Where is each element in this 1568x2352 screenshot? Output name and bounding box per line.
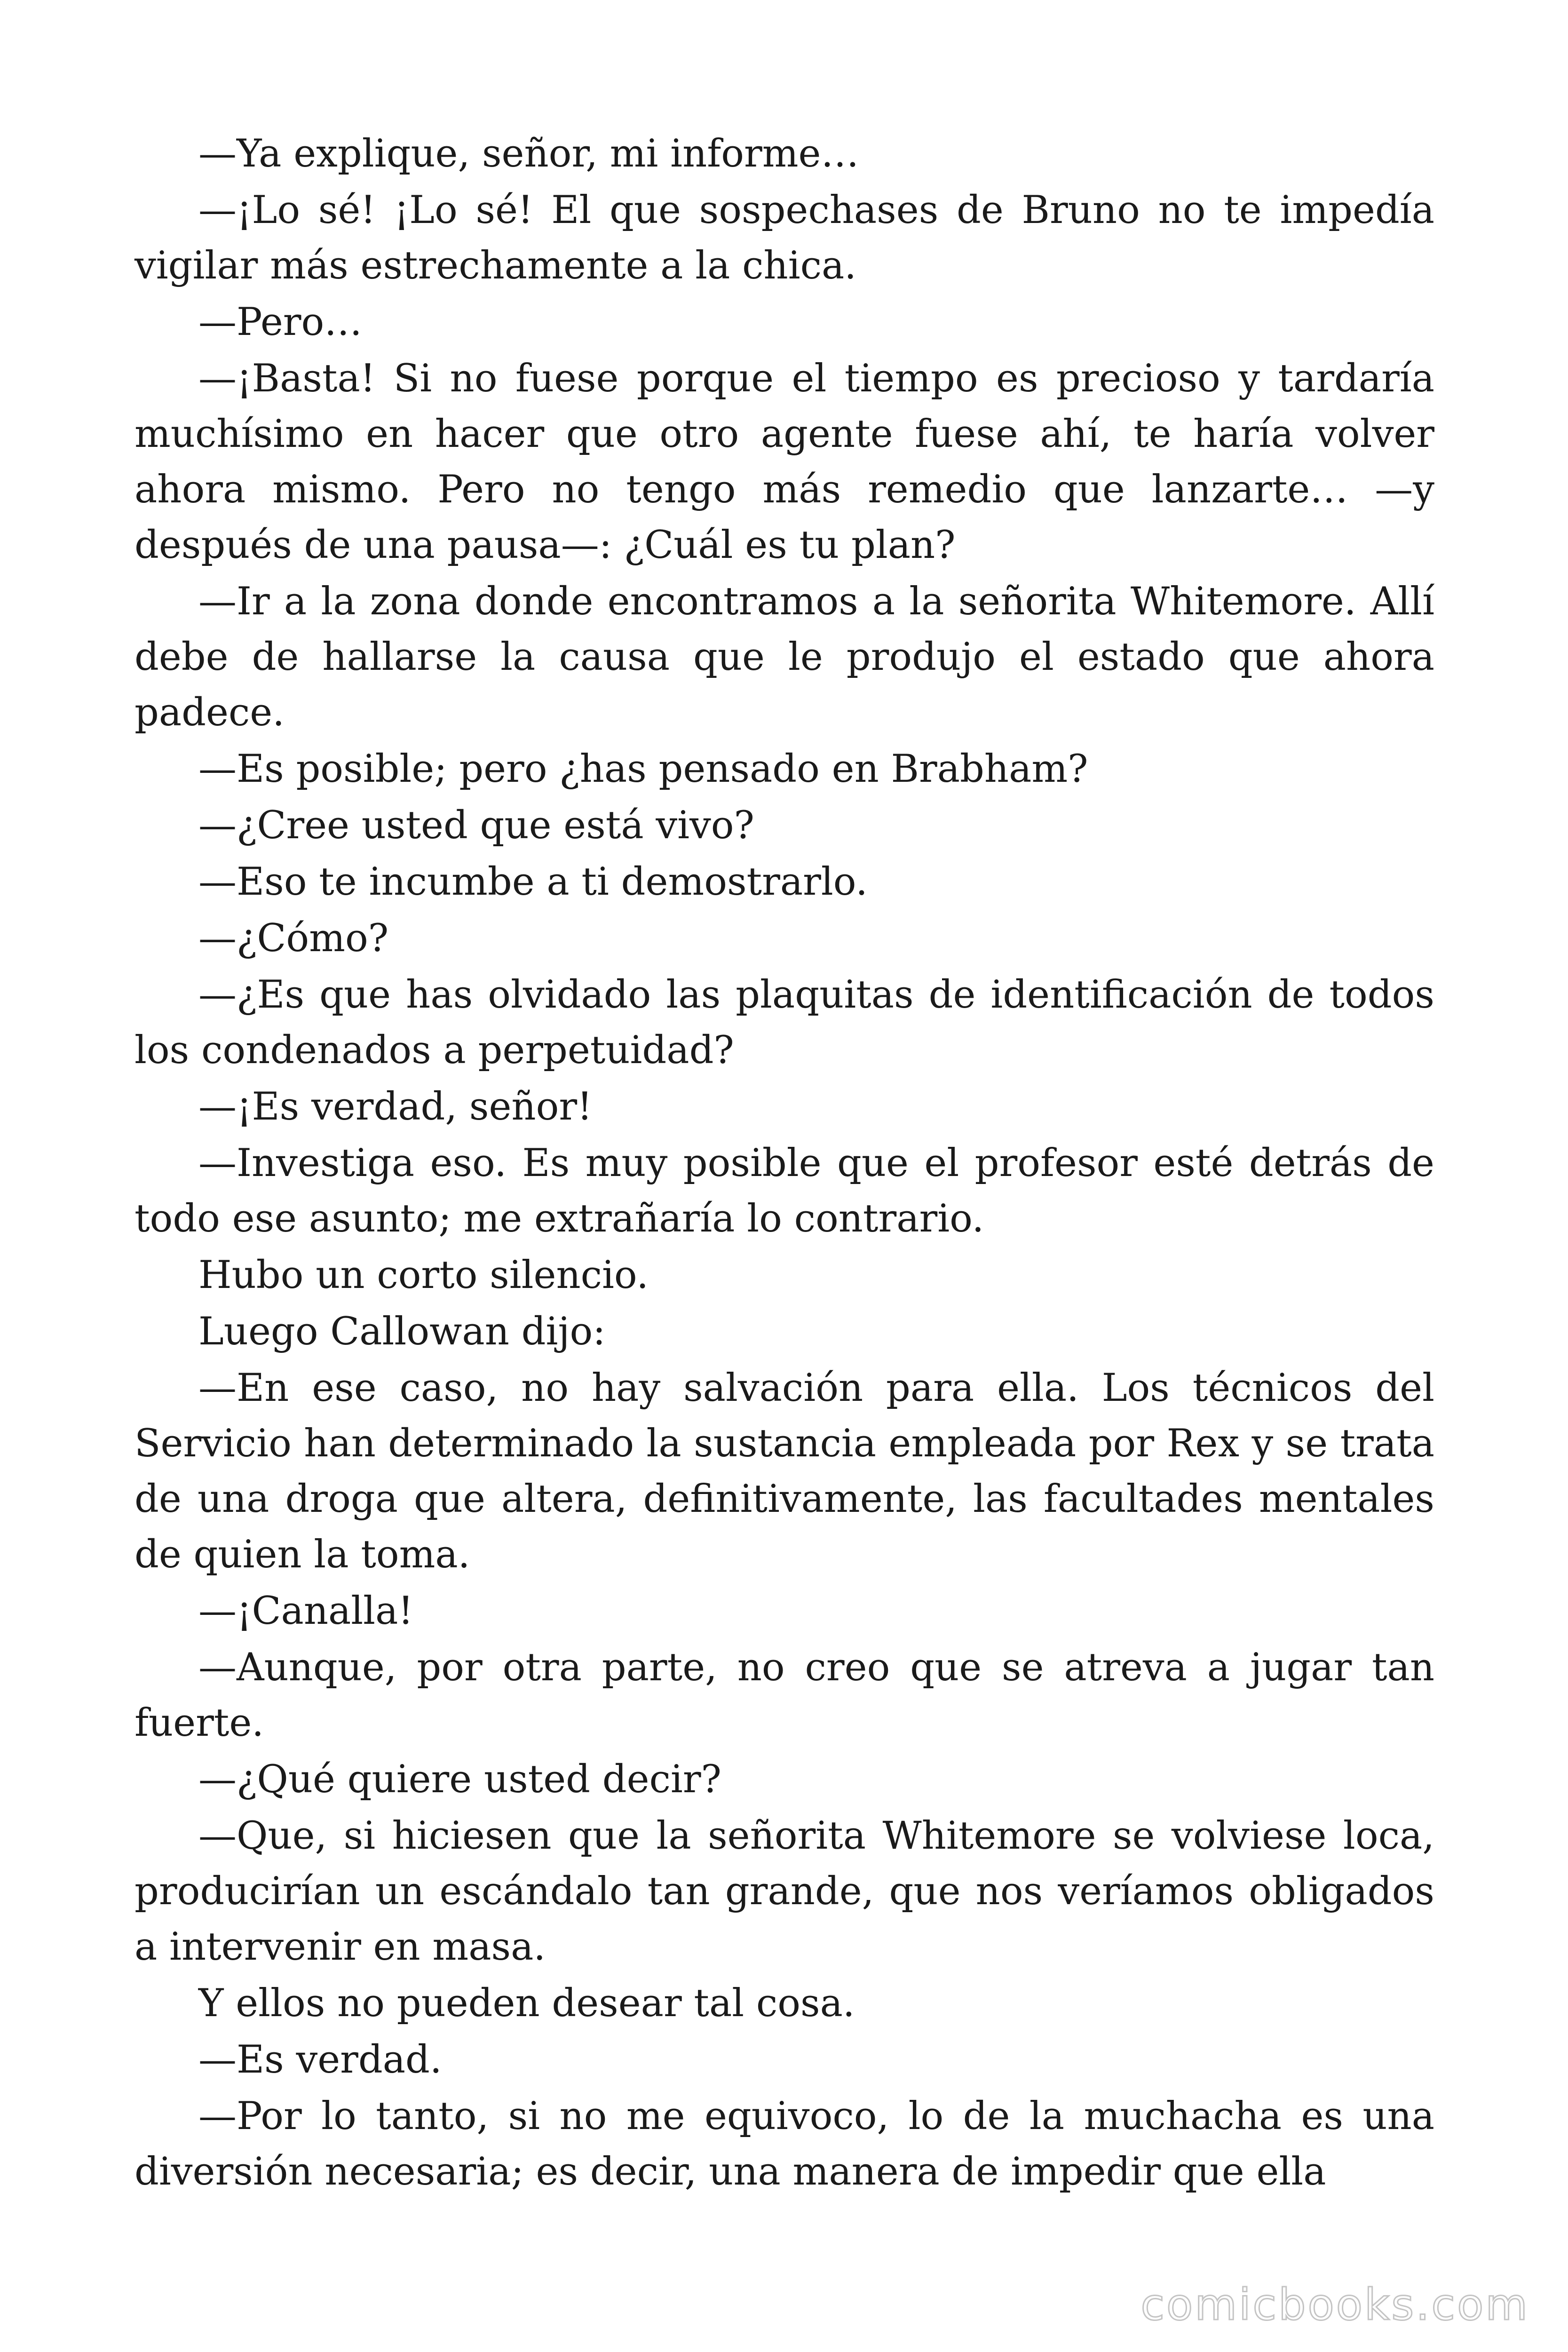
watermark: comicbooks.com xyxy=(1140,2280,1529,2330)
paragraph: —Aunque, por otra parte, no creo que se atreva a jugar tan fuerte. xyxy=(135,1645,1434,1745)
paragraph: —Eso te incumbe a ti demostrarlo. xyxy=(198,860,868,904)
paragraph: —Ir a la zona donde encontramos a la señorita Whitemore. Allí debe de hallarse la causa que le produjo el estado que ahora padece. xyxy=(135,580,1434,735)
paragraph: Y ellos no pueden desear tal cosa. xyxy=(198,1981,855,2026)
paragraph: Hubo un corto silencio. xyxy=(198,1253,649,1297)
paragraph: —¿Es que has olvidado las plaquitas de identificación de todos los condenados a perpetuidad? xyxy=(135,973,1434,1073)
body-text xyxy=(135,126,1434,2201)
paragraph: —¿Qué quiere usted decir? xyxy=(198,1757,721,1802)
paragraph: —Investiga eso. Es muy posible que el profesor esté detrás de todo ese asunto; me extrañaría lo contrario. xyxy=(135,1141,1434,1241)
paragraph: —Es verdad. xyxy=(198,2038,442,2082)
paragraph: —¿Cree usted que está vivo? xyxy=(198,803,754,848)
paragraph: —Pero… xyxy=(198,300,363,344)
paragraph: —Por lo tanto, si no me equivoco, lo de la muchacha es una diversión necesaria; es decir, una manera de impedir que ella xyxy=(135,2094,1434,2194)
paragraph: —¡Canalla! xyxy=(198,1589,413,1633)
paragraph: —¡Basta! Si no fuese porque el tiempo es precioso y tardaría muchísimo en hacer que otro agente fuese ahí, te haría volver ahora mismo. Pero no tengo más remedio que lanzarte… —y después de una pausa—: ¿Cuál es tu plan? xyxy=(135,357,1434,567)
paragraph: —¿Cómo? xyxy=(198,916,389,961)
paragraph: —Es posible; pero ¿has pensado en Brabham? xyxy=(198,747,1088,791)
paragraph: —¡Lo sé! ¡Lo sé! El que sospechases de Bruno no te impedía vigilar más estrechamente a la chica. xyxy=(135,188,1434,288)
paragraph: —Ya explique, señor, mi informe… xyxy=(198,132,859,176)
paragraph: —Que, si hiciesen que la señorita Whitemore se volviese loca, producirían un escándalo tan grande, que nos veríamos obligados a intervenir en masa. xyxy=(135,1814,1434,1969)
paragraph: Luego Callowan dijo: xyxy=(198,1310,606,1354)
paragraph: —En ese caso, no hay salvación para ella. Los técnicos del Servicio han determinado la sustancia empleada por Rex y se trata de una droga que altera, definitivamente, las facultades mentales de quien la toma. xyxy=(135,1366,1434,1577)
paragraph: —¡Es verdad, señor! xyxy=(198,1085,593,1129)
